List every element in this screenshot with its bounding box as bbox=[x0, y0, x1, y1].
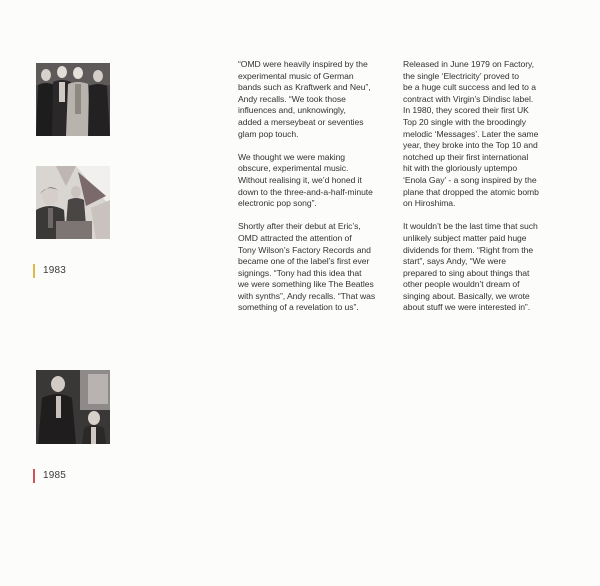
band-group-image bbox=[36, 63, 110, 136]
band-photo-duo-dark bbox=[36, 370, 110, 444]
year-marker-bar bbox=[33, 264, 35, 278]
article-paragraph: Shortly after their debut at Eric’s, OMD attracted the attention of Tony Wilson’s Factory Records and became one of the label’s first ever signings. “Tony had this idea that we were something like The Beatles with synths”, Andy recalls. “That was something of a revelation to us”. bbox=[238, 221, 376, 313]
article-column-1 bbox=[238, 59, 390, 326]
year-label: 1983 bbox=[43, 265, 67, 276]
article-paragraph: We thought we were making obscure, experimental music. Without realising it, we’d honed it down to the three-and-a-half-minute electronic pop song”. bbox=[238, 151, 373, 209]
article-paragraph: It wouldn’t be the last time that such unlikely subject matter paid huge dividends for them. “Right from the start”, says Andy, “We were prepared to sing about things that other people wouldn’t dream of singing about. Basically, we wrote about stuff we were interested in”. bbox=[403, 221, 538, 313]
article-paragraph: Released in June 1979 on Factory, the single ‘Electricity’ proved to be a huge cult success and led to a contract with Virgin’s Dindisc label. In 1980, they scored their first UK Top 20 single with the broodingly melodic ‘Messages’. Later the same year, they broke into the Top 10 and notched up their first international hit with the gloriously uptempo ‘Enola Gay’ - a song inspired by the plane that dropped the atomic bomb on Hiroshima. bbox=[403, 59, 539, 209]
article-paragraph: “OMD were heavily inspired by the experimental music of German bands such as Kraftwerk and Neu”, Andy recalls. “We took those influences and, unknowingly, added a merseybeat or seventies glam pop touch. bbox=[238, 59, 371, 139]
band-photo-duo-abstract bbox=[36, 166, 110, 239]
band-duo-dark-image bbox=[36, 370, 110, 444]
year-label: 1985 bbox=[43, 470, 67, 481]
band-photo-group bbox=[36, 63, 110, 136]
year-marker-bar bbox=[33, 469, 35, 483]
band-duo-abstract-image bbox=[36, 166, 110, 239]
article-column-2 bbox=[403, 59, 561, 326]
